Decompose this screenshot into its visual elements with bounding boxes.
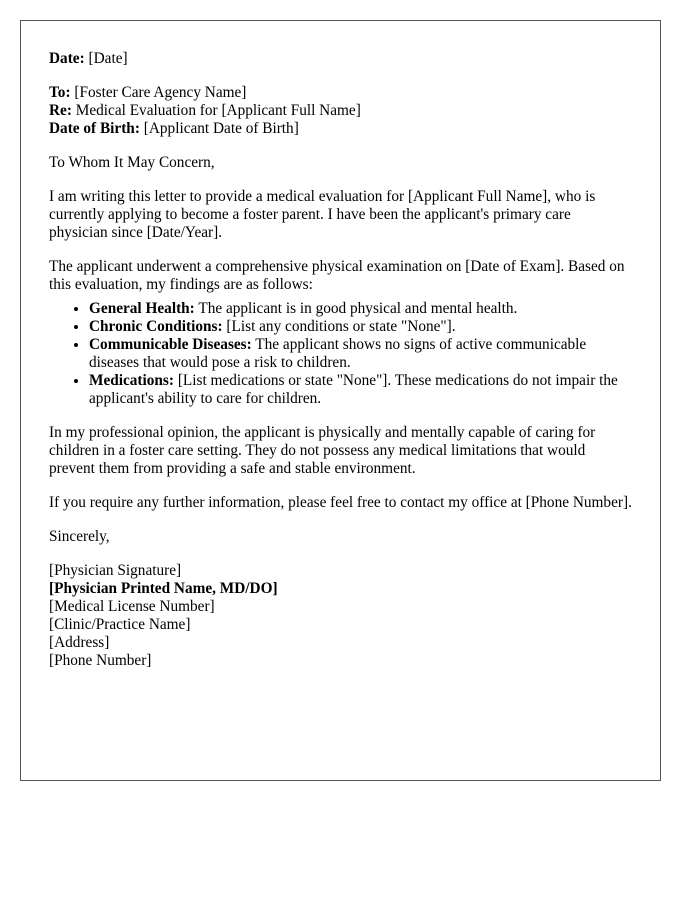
finding-label: Medications:: [89, 372, 174, 389]
to-value: [Foster Care Agency Name]: [74, 84, 247, 101]
finding-item: [89, 336, 632, 372]
phone-number: [Phone Number]: [49, 652, 152, 669]
re-line: [49, 102, 632, 120]
letter: [20, 20, 661, 781]
date-label: Date:: [49, 50, 85, 67]
finding-text: The applicant is in good physical and mental health.: [198, 300, 518, 317]
closing: Sincerely,: [49, 528, 110, 545]
medical-license-number: [Medical License Number]: [49, 598, 215, 615]
finding-text: The applicant shows no signs of active communicable diseases that would pose a risk to children.: [89, 336, 587, 371]
to-line: [49, 84, 632, 102]
physician-printed-name: [49, 580, 632, 598]
contact-paragraph: If you require any further information, please feel free to contact my office at [Phone Number].: [49, 494, 632, 511]
printed-name-text: [Physician Printed Name, MD/DO]: [49, 580, 278, 597]
date-line: [49, 50, 632, 68]
finding-item: [89, 300, 632, 318]
exam-paragraph: The applicant underwent a comprehensive physical examination on [Date of Exam]. Based on this evaluation, my findings are as follows:: [49, 258, 625, 293]
finding-text: [List any conditions or state "None"].: [226, 318, 456, 335]
intro-paragraph: I am writing this letter to provide a medical evaluation for [Applicant Full Name], who is currently applying to become a foster parent. I have been the applicant's primary care physician since [Date/Year].: [49, 188, 596, 241]
re-value: Medical Evaluation for [Applicant Full Name]: [75, 102, 361, 119]
date-value: [Date]: [88, 50, 128, 67]
finding-label: Chronic Conditions:: [89, 318, 223, 335]
finding-label: General Health:: [89, 300, 195, 317]
physician-signature: [Physician Signature]: [49, 562, 182, 579]
re-label: Re:: [49, 102, 72, 119]
opinion-paragraph: In my professional opinion, the applicant is physically and mentally capable of caring for children in a foster care setting. They do not possess any medical limitations that would prevent them from providing a safe and stable environment.: [49, 424, 596, 477]
finding-item: [89, 372, 632, 408]
dob-line: [49, 120, 632, 138]
dob-label: Date of Birth:: [49, 120, 140, 137]
salutation: To Whom It May Concern,: [49, 154, 215, 171]
to-label: To:: [49, 84, 71, 101]
address: [Address]: [49, 634, 110, 651]
clinic-name: [Clinic/Practice Name]: [49, 616, 191, 633]
finding-label: Communicable Diseases:: [89, 336, 252, 353]
finding-item: [89, 318, 632, 336]
findings-list: [49, 300, 632, 408]
dob-value: [Applicant Date of Birth]: [143, 120, 299, 137]
finding-text: [List medications or state "None"]. These medications do not impair the applicant's ability to care for children.: [89, 372, 618, 407]
